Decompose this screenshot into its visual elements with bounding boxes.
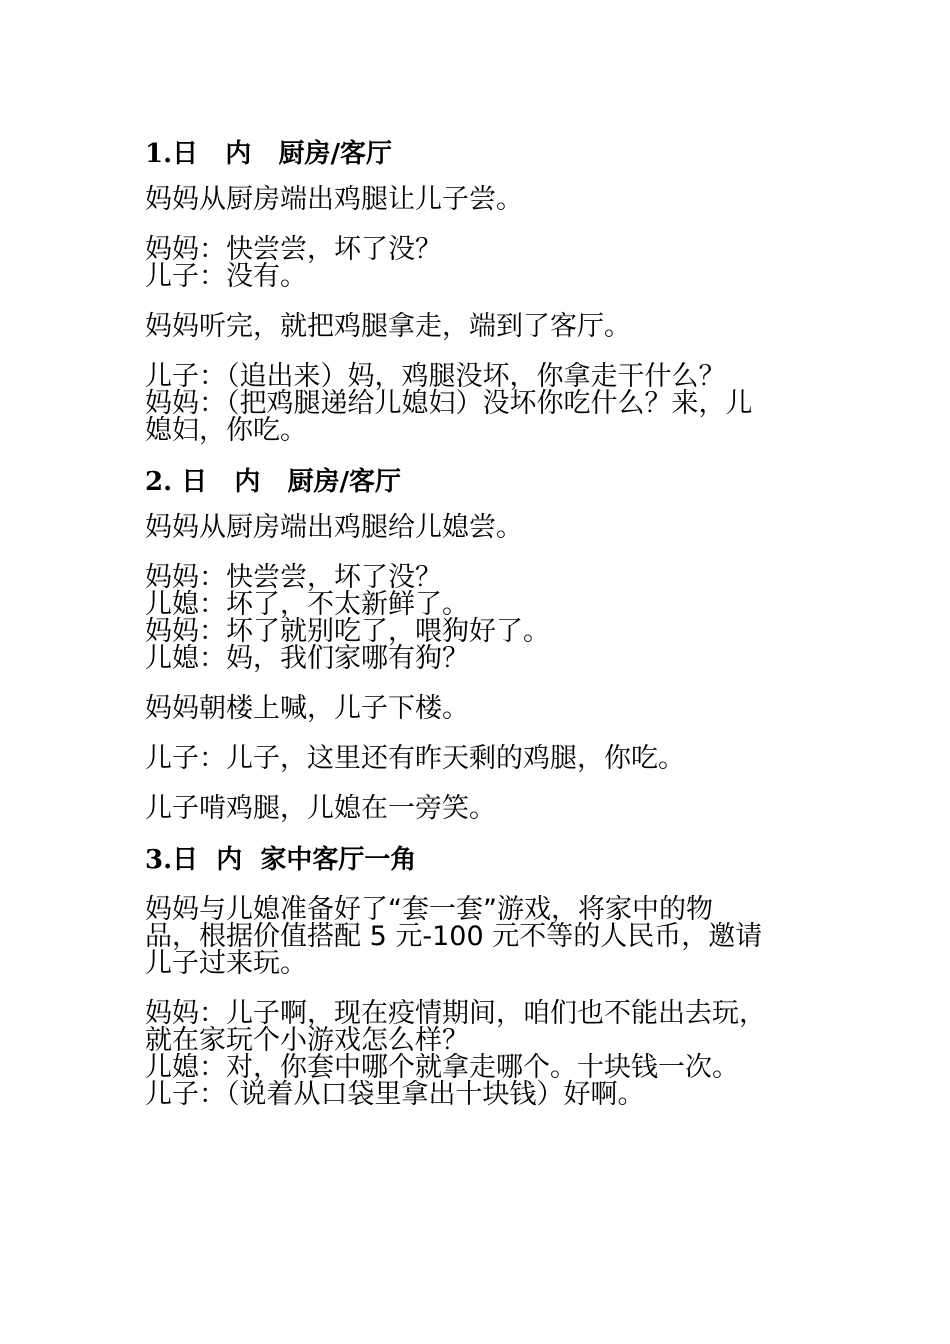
paragraph [145, 313, 810, 340]
text-line: 妈妈从厨房端出鸡腿给儿媳尝。 [145, 512, 523, 543]
dialogue-block [145, 745, 810, 772]
dialogue-line: 妈妈：儿子啊，现在疫情期间，咱们也不能出去玩， [145, 998, 766, 1029]
paragraph [145, 514, 810, 541]
scene-2 [145, 462, 810, 822]
paragraph [145, 896, 810, 977]
text-line: 妈妈听完，就把鸡腿拿走，端到了客厅。 [145, 311, 631, 342]
dialogue-line: 儿子：（说着从口袋里拿出十块钱）好啊。 [145, 1079, 645, 1110]
dialogue-line: 儿子：（追出来）妈，鸡腿没坏，你拿走干什么？ [145, 361, 726, 392]
scene-heading: 3.日 内 家中客厅一角 [145, 845, 417, 875]
dialogue-block [145, 564, 810, 672]
text-line: 儿子啃鸡腿，儿媳在一旁笑。 [145, 793, 496, 824]
paragraph [145, 795, 810, 822]
text-line: 品，根据价值搭配 5 元-100 元不等的人民币，邀请 [145, 921, 763, 952]
scene-3 [145, 840, 810, 1108]
text-line: 妈妈朝楼上喊，儿子下楼。 [145, 693, 469, 724]
dialogue-line: 儿媳：坏了，不太新鲜了。 [145, 589, 469, 620]
scene-1 [145, 134, 810, 444]
paragraph [145, 186, 810, 213]
dialogue-block [145, 236, 810, 290]
dialogue-line: 妈妈：快尝尝，坏了没？ [145, 562, 442, 593]
dialogue-line: 儿媳：对，你套中哪个就拿走哪个。十块钱一次。 [145, 1052, 739, 1083]
text-line: 儿子过来玩。 [145, 948, 307, 979]
dialogue-block [145, 1000, 810, 1108]
dialogue-line: 儿子：儿子，这里还有昨天剩的鸡腿，你吃。 [145, 743, 685, 774]
dialogue-line: 就在家玩个小游戏怎么样？ [145, 1025, 469, 1056]
script-document [145, 134, 810, 1131]
scene-heading: 2. 日 内 厨房/客厅 [145, 467, 402, 497]
dialogue-line: 妈妈：（把鸡腿递给儿媳妇）没坏你吃什么？来，儿 [145, 388, 753, 419]
text-line: 妈妈与儿媳准备好了“套一套”游戏，将家中的物 [145, 894, 713, 925]
text-line: 妈妈从厨房端出鸡腿让儿子尝。 [145, 184, 523, 215]
dialogue-line: 儿子：没有。 [145, 261, 307, 292]
dialogue-line: 妈妈：快尝尝，坏了没？ [145, 234, 442, 265]
dialogue-line: 妈妈：坏了就别吃了，喂狗好了。 [145, 616, 550, 647]
scene-heading: 1.日 内 厨房/客厅 [145, 139, 392, 169]
dialogue-block [145, 363, 810, 444]
paragraph [145, 695, 810, 722]
dialogue-line: 媳妇，你吃。 [145, 415, 307, 446]
dialogue-line: 儿媳：妈，我们家哪有狗？ [145, 643, 469, 674]
